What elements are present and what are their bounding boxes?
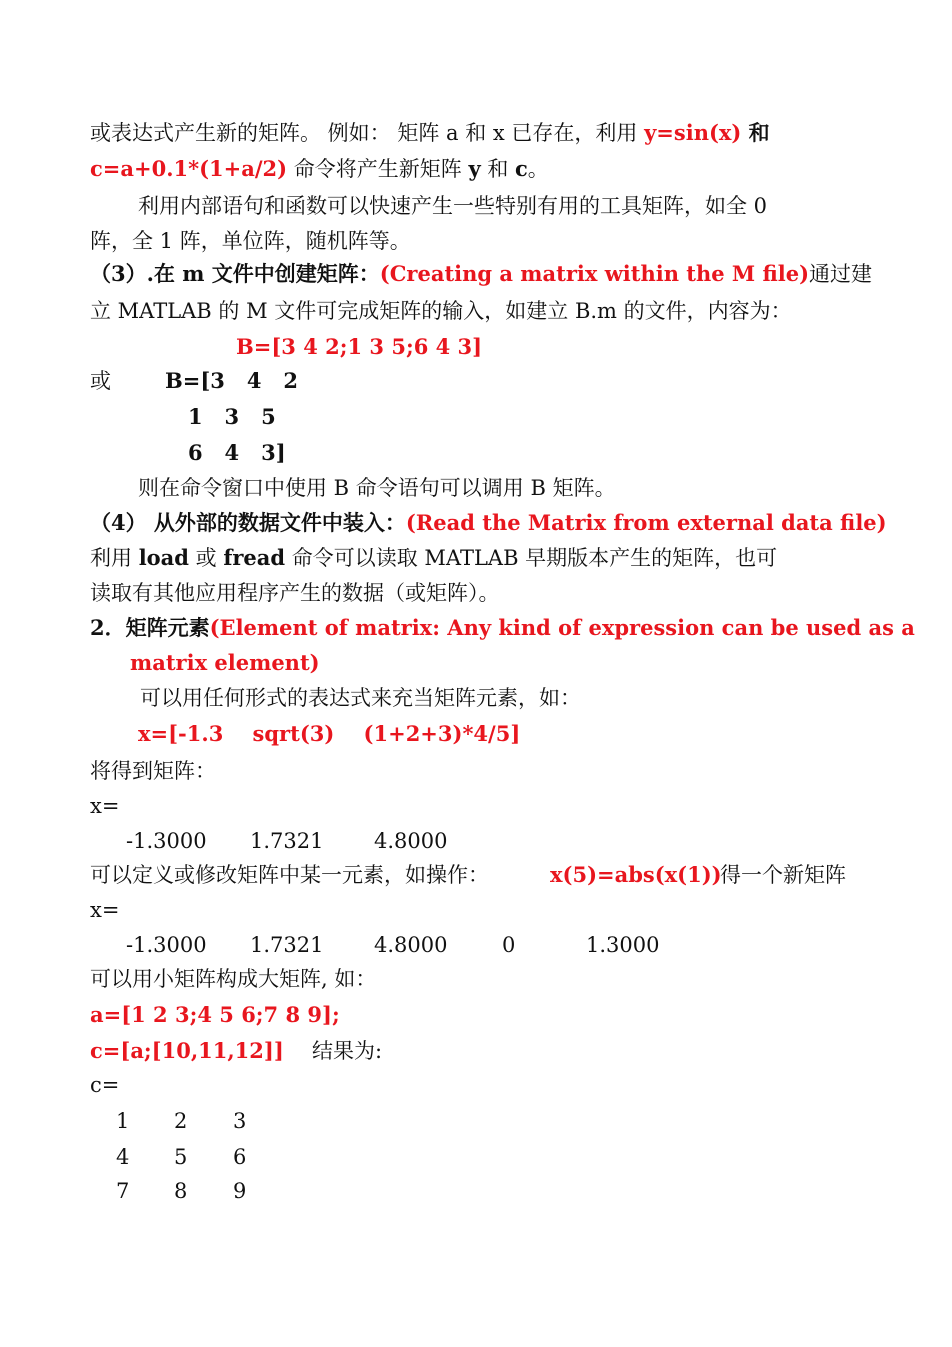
para2-line1: 利用内部语句和函数可以快速产生一些特别有用的工具矩阵，如全 0 bbox=[138, 194, 768, 218]
para1-text-b: 和 bbox=[480, 157, 515, 181]
section3-title-en: (Creating a matrix within the M file) bbox=[379, 261, 810, 286]
c-cell: 3 bbox=[233, 1109, 247, 1133]
section2-title-en2: matrix element) bbox=[130, 650, 320, 675]
section4-text-c: 命令可以读取 MATLAB 早期版本产生的矩阵，也可 bbox=[285, 546, 778, 570]
code-c-line bbox=[90, 1036, 866, 1066]
section3-after: 则在命令窗口中使用 B 命令语句可以调用 B 矩阵。 bbox=[138, 476, 616, 500]
para1-line2 bbox=[90, 154, 866, 184]
x2-cell-5: 1.3000 bbox=[586, 933, 660, 957]
code-c-expr: c=a+0.1*(1+a/2) bbox=[90, 156, 288, 181]
para1-text-c: 。 bbox=[527, 157, 549, 181]
section4-line2 bbox=[90, 543, 866, 573]
var-c: c bbox=[515, 156, 528, 181]
c-label: c= bbox=[90, 1073, 120, 1097]
section3-heading bbox=[90, 259, 873, 289]
or-word: 或 bbox=[90, 369, 111, 393]
c-cell: 7 bbox=[116, 1179, 130, 1203]
x-label-1: x= bbox=[90, 794, 120, 818]
c-cell: 1 bbox=[116, 1109, 130, 1133]
x2-cell-4: 0 bbox=[502, 933, 516, 957]
modify-line bbox=[90, 860, 866, 890]
section4-text-a: 利用 bbox=[90, 546, 139, 570]
var-y: y bbox=[468, 156, 481, 181]
section4-title: （4） 从外部的数据文件中装入： bbox=[90, 510, 406, 535]
c-cell: 5 bbox=[174, 1145, 188, 1169]
code-b-row3: 6 4 3] bbox=[188, 440, 286, 465]
result-text: 结果为: bbox=[312, 1039, 383, 1063]
section2-title: 2．矩阵元素 bbox=[90, 615, 210, 640]
x1-cell-2: 1.7321 bbox=[250, 829, 324, 853]
x2-cell-2: 1.7321 bbox=[250, 933, 324, 957]
x2-cell-3: 4.8000 bbox=[374, 933, 448, 957]
section3-line2: 立 MATLAB 的 M 文件可完成矩阵的输入，如建立 B.m 的文件，内容为： bbox=[90, 299, 792, 323]
cmd-fread: fread bbox=[223, 545, 286, 570]
c-cell: 8 bbox=[174, 1179, 188, 1203]
and-word: 和 bbox=[741, 120, 770, 145]
section4-title-en: (Read the Matrix from external data file) bbox=[405, 510, 887, 535]
section2-title-en1: (Element of matrix: Any kind of expression can be used as a bbox=[209, 615, 915, 640]
c-cell: 9 bbox=[233, 1179, 247, 1203]
code-abs: x(5)=abs(x(1)) bbox=[550, 862, 722, 887]
build-text: 可以用小矩阵构成大矩阵, 如： bbox=[90, 967, 377, 991]
code-sin: y=sin(x) bbox=[644, 120, 742, 145]
modify-tail: 得一个新矩阵 bbox=[720, 863, 846, 887]
c-cell: 4 bbox=[116, 1145, 130, 1169]
cmd-load: load bbox=[138, 545, 189, 570]
c-cell: 2 bbox=[174, 1109, 188, 1133]
code-b-row2: 1 3 5 bbox=[188, 404, 276, 429]
para1-text: 或表达式产生新的矩阵。 例如： 矩阵 a 和 x 已存在，利用 bbox=[90, 121, 645, 145]
section4-heading bbox=[90, 508, 887, 538]
section2-intro: 可以用任何形式的表达式来充当矩阵元素，如： bbox=[140, 686, 581, 710]
code-b-inline: B=[3 4 2;1 3 5;6 4 3] bbox=[236, 334, 483, 359]
section4-text-b: 或 bbox=[188, 546, 224, 570]
x2-cell-1: -1.3000 bbox=[126, 933, 207, 957]
modify-text: 可以定义或修改矩阵中某一元素，如操作： bbox=[90, 863, 489, 887]
code-b-row1: B=[3 4 2 bbox=[165, 368, 298, 393]
para1-text-a: 命令将产生新矩阵 bbox=[287, 157, 469, 181]
code-a-def: a=[1 2 3;4 5 6;7 8 9]; bbox=[90, 1002, 340, 1027]
x-label-2: x= bbox=[90, 898, 120, 922]
para1-line1 bbox=[90, 118, 866, 148]
para2-line2: 阵，全 1 阵，单位阵，随机阵等。 bbox=[90, 229, 411, 253]
result-label: 将得到矩阵： bbox=[90, 759, 216, 783]
c-cell: 6 bbox=[233, 1145, 247, 1169]
x1-cell-1: -1.3000 bbox=[126, 829, 207, 853]
code-x-def: x=[-1.3 sqrt(3) (1+2+3)*4/5] bbox=[138, 721, 521, 746]
x1-cell-3: 4.8000 bbox=[374, 829, 448, 853]
section4-line3: 读取有其他应用程序产生的数据（或矩阵）。 bbox=[90, 581, 500, 605]
code-c-def: c=[a;[10,11,12]] bbox=[90, 1038, 284, 1063]
section2-heading bbox=[90, 613, 915, 643]
section3-title: （3）.在 m 文件中创建矩阵： bbox=[90, 261, 380, 286]
section3-title-tail: 通过建 bbox=[809, 262, 873, 286]
